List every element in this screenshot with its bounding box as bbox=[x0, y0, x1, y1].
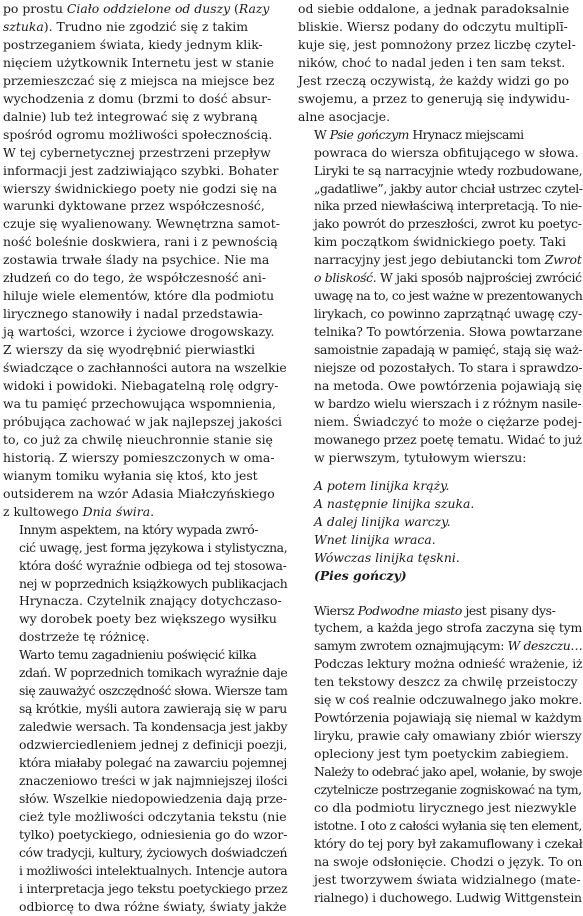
poem-line: Wówczas linijka tęskni. bbox=[314, 549, 460, 565]
poem-quote bbox=[314, 477, 582, 585]
right-column bbox=[298, 0, 582, 907]
left-column bbox=[3, 0, 287, 916]
poem-line: A następnie linijka szuka. bbox=[314, 495, 475, 511]
poem-line: A dalej linijka warczy. bbox=[314, 513, 451, 529]
poem-line: Wnet linijka wraca. bbox=[314, 531, 436, 547]
paragraph: po prostu Ciało oddzielone od duszy (Razy sztuka). Trudno nie zgodzić się z takim postrzeganiem świata, kiedy jednym klik- nięciem użytkownik Internetu jest w stanie przemieszczać się z miejsca na miejsce bez wychodzenia z domu (brzmi to dość absur- dalnie) lub też integrować się z wybraną spośród ogromu możliwości społecznością. W tej cybernetycznej przestrzeni przepływ informacji jest zadziwiająco szybki. Bohater wierszy świdnickiego poety nie godzi się na warunki dyktowane przez współczesność, czuje się wyalienowany. Wewnętrzna samot- ność boleśnie doskwiera, rani i z pewnością zostawia trwałe ślady na psychice. Nie ma złudzeń co do tego, że współczesność ani- hiluje wiele elementów, które dla podmiotu lirycznego stanowiły i nadal przedstawia- ją wartości, wzorce i życiowe drogowskazy. Z wierszy da się wyodrębnić pierwiastki świadczące o zachłanności autora na wszelkie widoki i powidoki. Niebagatelną rolę odgry- wa tu pamięć przechowująca wspomnienia, próbująca zachować w jak najlepszej jakości to, co już za chwilę nieuchronnie stanie się historią. Z wierszy pomieszczonych w oma- wianym tomiku wyłania się ktoś, kto jest outsiderem na wzór Adasia Miałczyńskiego z kultowego Dnia świra. bbox=[3, 1, 287, 519]
poem-line: A potem linijka krąży. bbox=[314, 477, 450, 493]
paragraph: od siebie oddalone, a jednak paradoksalnie bliskie. Wiersz podany do odczytu multiplī- kuje się, jest pomnożony przez liczbę czytel- ników, choć to nadal jeden i ten sam tekst. Jest rzeczą oczywistą, że każdy widzi go po swojemu, a przez to generują się indywidu- alne asocjacje. bbox=[298, 1, 576, 124]
paragraph: Wiersz Podwodne miasto jest pisany dys- tychem, a każda jego strofa zaczyna się tym samym zwrotem oznajmującym: W deszczu… Podczas lektury można odnieść wrażenie, iż ten tekstowy deszcz za chwilę przeistoczy się w coś realnie odczuwalnego jako mokre. Powtórzenia pojawiają się niemal w każdym liryku, prawie cały omawiany zbiór wierszy opleciony jest tym poetyckim zabiegiem. Należy to odebrać jako apel, wołanie, by swoje czytelnicze postrzeganie zogniskować na tym, co dla podmiotu lirycznego jest niezwykle istotne. I oto z całości wyłania się ten element, który do tej pory był zakamuflowany i czekał na swoje odsłonięcie. Chodzi o język. To on jest tworzywem świata widzialnego (mate- rialnego) i duchowego. Ludwig Wittgenstein bbox=[314, 602, 583, 905]
paragraph: Innym aspektem, na który wypada zwró- cić uwagę, jest forma językowa i stylistyczna, która dość wyraźnie odbiega od tej stosowa- nej w poprzednich książkowych publikacjach Hrynacza. Czytelnik znający dotychczaso- wy dorobek poety bez większego wysiłku dostrzeże tę różnicę. bbox=[19, 521, 288, 645]
paragraph: Warto temu zagadnieniu poświęcić kilka zdań. W poprzednich tomikach wyraźnie daje się zauważyć oszczędność słowa. Wiersze tam są krótkie, myśli autora zawierają się w paru zaledwie wersach. Ta kondensacja jest jakby odzwierciedleniem jednej z definicji poezji, która miałaby polegać na zawarciu pojemnej znaczeniowo treści w jak najmniejszej ilości słów. Wszelkie niedopowiedzenia dają prze- cież tyle możliwości odczytania tekstu (nie tylko) poetyckiego, odniesienia go do wzor- ców tradycji, kultury, życiowych doświadczeń i możliwości intelektualnych. Intencje autora i interpretacja jego tekstu poetyckiego przez odbiorcę to dwa różne światy, światy jakże bbox=[19, 647, 288, 914]
poem-source: (Pies gończy) bbox=[314, 567, 407, 583]
paragraph: W Psie gończym Hrynacz miejscami powraca do wiersza obfitującego w słowa. Liryki te są narracyjnie wtedy rozbudowane, „gadatliwe”, jakby autor chciał ustrzec czytel- nika przed niewłaściwą interpretacją. To nie- jako powrót do przeszłości, zwrot ku poetyc- kim początkom świdnickiego poety. Taki narracyjny jest jego debiutancki tom Zwrot o bliskość. W jaki sposób najprościej zwrócić uwagę na to, co jest ważne w prezentowanych lirykach, co powinno zaprzątnąć uwagę czy- telnika? To powtórzenia. Słowa powtarzane samoistnie zapadają w pamięć, stają się waż- niejsze od pozostałych. To stara i sprawdzo- na metoda. Owe powtórzenia pojawiają się w bardzo wielu wierszach i z różnym nasile- niem. Świadczyć to może o ciężarze podej- mowanego przez poetę tematu. Widać to już w pierwszym, tytułowym wierszu: bbox=[314, 126, 583, 465]
